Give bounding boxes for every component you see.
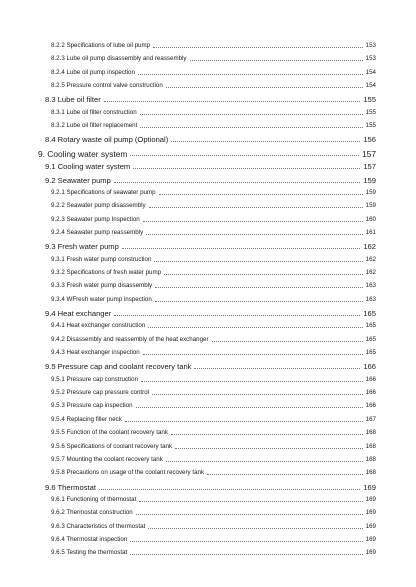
toc-entry-page: 165 (365, 322, 376, 330)
toc-entry-title: 9.6.4 Thermostat inspection (51, 535, 128, 543)
toc-entry[interactable] (51, 443, 376, 450)
toc-entry-title: 8.3.1 Lube oil filter construction (51, 108, 137, 116)
toc-entry-title: 8.2.3 Lube oil pump disassembly and reassembly (51, 55, 187, 63)
dot-leader (155, 301, 363, 302)
toc-entry-title: 9.3.4 WFresh water pump inspection (51, 295, 152, 303)
toc-entry-title: 9.5.4 Replacing filler neck (51, 415, 122, 423)
toc-entry[interactable] (45, 176, 376, 185)
toc-entry-title: 9.3.3 Fresh water pump disassembly (51, 282, 153, 290)
toc-entry-title: 9. Cooling water system (38, 148, 128, 159)
toc-entry[interactable] (51, 296, 376, 303)
dot-leader (149, 207, 363, 208)
toc-entry-page: 166 (365, 375, 376, 383)
toc-entry-page: 157 (363, 162, 376, 172)
toc-entry-page: 155 (365, 122, 376, 130)
toc-entry-page: 169 (365, 549, 376, 557)
toc-entry-title: 9.4.2 Disassembly and reassembly of the heat exchanger (51, 335, 209, 343)
toc-entry-page: 166 (365, 389, 376, 397)
toc-entry-page: 161 (365, 228, 376, 236)
toc-entry-page: 168 (365, 429, 376, 437)
toc-entry[interactable] (38, 149, 376, 159)
toc-entry[interactable] (51, 282, 376, 289)
toc-entry-page: 169 (365, 535, 376, 543)
dot-leader (175, 448, 363, 449)
dot-leader (171, 141, 360, 142)
dot-leader (155, 287, 363, 288)
toc-entry-title: 9.6.1 Functioning of thermostat (51, 495, 137, 503)
toc-entry[interactable] (51, 202, 376, 209)
toc-entry-page: 169 (365, 522, 376, 530)
toc-entry[interactable] (51, 376, 376, 383)
toc-entry-page: 157 (362, 148, 376, 159)
dot-leader (166, 461, 363, 462)
dot-leader (138, 74, 363, 75)
dot-leader (114, 315, 360, 316)
toc-entry[interactable] (51, 469, 376, 476)
toc-entry-page: 159 (365, 188, 376, 196)
toc-entry-page: 159 (363, 175, 376, 185)
dot-leader (139, 501, 362, 502)
toc-entry[interactable] (51, 55, 376, 62)
toc-entry-title: 9.2 Seawater pump (45, 175, 111, 185)
toc-entry-page: 154 (365, 68, 376, 76)
toc-entry-page: 156 (363, 135, 376, 145)
toc-entry[interactable] (51, 429, 376, 436)
toc-entry-title: 9.4.1 Heat exchanger construction (51, 322, 146, 330)
toc-entry[interactable] (51, 69, 376, 76)
toc-entry-page: 155 (365, 108, 376, 116)
toc-entry-title: 9.6.3 Characteristics of thermostat (51, 522, 146, 530)
toc-entry-title: 9.3.1 Fresh water pump construction (51, 255, 152, 263)
toc-entry[interactable] (45, 362, 376, 371)
dot-leader (136, 514, 363, 515)
toc-entry-title: 9.5 Pressure cap and coolant recovery tank (45, 362, 192, 372)
toc-entry-page: 169 (365, 495, 376, 503)
dot-leader (122, 248, 360, 249)
toc-entry[interactable] (51, 523, 376, 530)
dot-leader (130, 541, 362, 542)
toc-entry[interactable] (51, 416, 376, 423)
dot-leader (114, 182, 360, 183)
toc-entry-title: 9.3.2 Specifications of fresh water pump (51, 268, 162, 276)
dot-leader (153, 47, 363, 48)
dot-leader (146, 234, 362, 235)
toc-entry-title: 9.5.1 Pressure cap construction (51, 375, 139, 383)
toc-entry-title: 9.3 Fresh water pump (45, 242, 119, 252)
toc-entry[interactable] (51, 216, 376, 223)
dot-leader (159, 194, 363, 195)
toc-entry-title: 8.3.2 Lube oil filter replacement (51, 122, 138, 130)
toc-entry-title: 9.4 Heat exchanger (45, 309, 112, 318)
dot-leader (130, 155, 359, 156)
toc-entry[interactable] (51, 229, 376, 236)
toc-entry[interactable] (51, 109, 376, 116)
toc-entry[interactable] (51, 189, 376, 196)
dot-leader (148, 327, 362, 328)
toc-entry-title: 9.6.5 Testing the thermostat (51, 549, 128, 557)
toc-entry[interactable] (45, 242, 376, 251)
dot-leader (141, 381, 363, 382)
toc-entry-page: 155 (363, 95, 376, 105)
toc-entry-title: 9.2.4 Seawater pump reassembly (51, 228, 144, 236)
toc-entry[interactable] (45, 95, 376, 104)
dot-leader (152, 394, 363, 395)
toc-entry[interactable] (51, 536, 376, 543)
toc-entry-page: 165 (363, 309, 376, 318)
toc-entry-page: 168 (365, 442, 376, 450)
toc-entry-title: 8.2.5 Pressure control valve construction (51, 82, 163, 90)
dot-leader (99, 489, 360, 490)
toc-entry-title: 8.3 Lube oil filter (45, 95, 101, 105)
toc-entry[interactable] (45, 309, 376, 318)
toc-entry[interactable] (51, 82, 376, 89)
dot-leader (166, 87, 363, 88)
toc-entry-title: 9.6 Thermostat (45, 482, 96, 492)
toc-entry[interactable] (51, 389, 376, 396)
toc-entry[interactable] (51, 42, 376, 49)
toc-entry-page: 168 (365, 455, 376, 463)
toc-entry-title: 9.5.5 Function of the coolant recovery tank (51, 429, 168, 437)
dot-leader (140, 127, 362, 128)
toc-entry-title: 9.6.2 Thermostat construction (51, 509, 133, 517)
toc-entry-title: 9.2.1 Specifications of seawater pump (51, 188, 156, 196)
dot-leader (143, 221, 363, 222)
dot-leader (148, 528, 362, 529)
toc-entry-page: 153 (365, 55, 376, 63)
toc-entry[interactable] (51, 322, 376, 329)
toc-entry-title: 9.5.6 Specifications of coolant recovery tank (51, 442, 173, 450)
toc-entry[interactable] (51, 256, 376, 263)
toc-entry[interactable] (51, 456, 376, 463)
dot-leader (136, 407, 363, 408)
toc-entry-page: 163 (365, 282, 376, 290)
toc-entry-page: 160 (365, 215, 376, 223)
toc-entry-page: 162 (363, 242, 376, 252)
toc-entry-title: 9.2.2 Seawater pump disassembly (51, 202, 146, 210)
dot-leader (190, 60, 363, 61)
toc-entry-page: 166 (365, 402, 376, 410)
toc-entry-title: 8.4 Rotary waste oil pump (Optional) (45, 135, 169, 145)
dot-leader (171, 434, 363, 435)
toc-entry-page: 165 (365, 335, 376, 343)
dot-leader (207, 474, 363, 475)
toc-entry-page: 162 (365, 255, 376, 263)
dot-leader (212, 341, 363, 342)
toc-entry-page: 166 (363, 362, 376, 372)
dot-leader (133, 168, 360, 169)
toc-entry-page: 169 (365, 509, 376, 517)
toc-entry[interactable] (51, 549, 376, 556)
toc-entry-title: 9.5.2 Pressure cap pressure control (51, 389, 150, 397)
toc-entry[interactable] (51, 402, 376, 409)
toc-entry[interactable] (51, 336, 376, 343)
toc-entry[interactable] (45, 135, 376, 144)
dot-leader (164, 274, 363, 275)
toc-entry-page: 168 (365, 469, 376, 477)
toc-entry[interactable] (45, 162, 376, 171)
toc-entry-page: 153 (365, 42, 376, 49)
toc-entry-page: 169 (363, 482, 376, 492)
dot-leader (154, 261, 362, 262)
toc-entry-title: 9.1 Cooling water system (45, 162, 131, 172)
toc-entry-title: 9.5.3 Pressure cap inspection (51, 402, 133, 410)
toc-entry-title: 9.2.3 Seawater pump Inspection (51, 215, 140, 223)
dot-leader (104, 101, 361, 102)
toc-entry-title: 8.2.4 Lube oil pump inspection (51, 68, 135, 76)
toc-entry[interactable] (51, 122, 376, 129)
dot-leader (125, 421, 363, 422)
toc-entry-page: 163 (365, 295, 376, 303)
toc-entry-page: 159 (365, 202, 376, 210)
toc-entry-page: 165 (365, 349, 376, 357)
toc-entry[interactable] (51, 269, 376, 276)
dot-leader (143, 354, 363, 355)
toc-entry[interactable] (51, 509, 376, 516)
toc-entry-title: 8.2.2 Specifications of lube oil pump (51, 42, 151, 49)
toc-entry-page: 162 (365, 268, 376, 276)
toc-entry[interactable] (51, 496, 376, 503)
toc-entry-page: 167 (365, 415, 376, 423)
toc-entry-page: 154 (365, 82, 376, 90)
toc-entry[interactable] (45, 483, 376, 492)
dot-leader (130, 554, 362, 555)
dot-leader (140, 114, 363, 115)
toc-entry-title: 9.5.7 Mounting the coolant recovery tank (51, 455, 163, 463)
toc-entry-title: 9.5.8 Precautions on usage of the coolant recovery tank (51, 469, 205, 477)
toc-entry-title: 9.4.3 Heat exchanger inspection (51, 349, 140, 357)
dot-leader (194, 368, 360, 369)
toc-entry[interactable] (51, 349, 376, 356)
